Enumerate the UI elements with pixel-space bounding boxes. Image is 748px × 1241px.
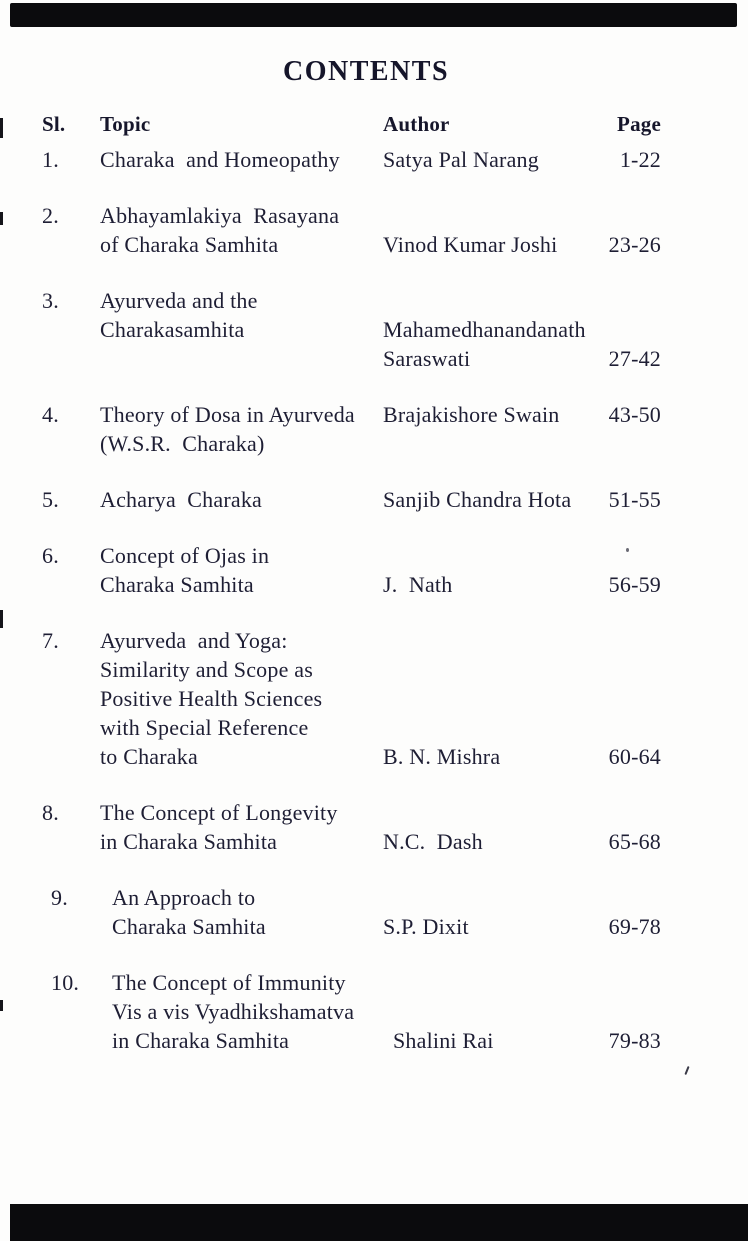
row-page — [583, 798, 661, 856]
text-line — [383, 798, 583, 827]
text-line: Shalini Rai — [393, 1028, 494, 1053]
table-row — [42, 626, 662, 771]
text-line: in Charaka Samhita — [112, 1028, 290, 1053]
text-line: 43-50 — [608, 402, 661, 427]
row-author — [383, 286, 586, 373]
text-line: Concept of Ojas in — [100, 543, 270, 568]
row-serial — [42, 286, 100, 373]
text-line: Positive Health Sciences — [100, 686, 323, 711]
text-line — [393, 997, 583, 1026]
row-topic — [100, 626, 383, 771]
scan-speck — [0, 610, 3, 628]
row-page — [583, 201, 661, 259]
row-author — [383, 541, 583, 599]
scan-edge-bottom-bar — [10, 1204, 748, 1241]
text-line — [583, 713, 661, 742]
table-row — [42, 201, 662, 259]
scan-speck — [0, 212, 3, 225]
text-line: N.C. Dash — [383, 829, 483, 854]
text-line: Vis a vis Vyadhikshamatva — [112, 999, 355, 1024]
text-line — [393, 968, 583, 997]
table-row — [42, 400, 662, 458]
text-line: Charaka and Homeopathy — [100, 147, 340, 172]
text-line: Charakasamhita — [100, 317, 245, 342]
text-line — [383, 655, 583, 684]
text-line: Charaka Samhita — [100, 572, 254, 597]
header-author: Author — [383, 112, 450, 136]
row-topic — [100, 883, 383, 941]
text-line — [383, 883, 583, 912]
text-line — [583, 201, 661, 230]
row-topic — [100, 400, 383, 458]
text-line: 2. — [42, 203, 59, 228]
text-line: 1-22 — [619, 147, 661, 172]
row-author — [383, 626, 583, 771]
text-line — [383, 541, 583, 570]
row-author — [383, 201, 583, 259]
text-line: An Approach to — [112, 885, 256, 910]
scan-edge-top-bar — [10, 3, 737, 27]
text-line — [383, 684, 583, 713]
row-serial — [42, 400, 100, 458]
row-page — [583, 286, 661, 373]
table-body — [42, 145, 662, 1055]
text-line — [583, 315, 661, 344]
table-header-row — [42, 112, 662, 137]
text-line: 6. — [42, 543, 59, 568]
text-line: 5. — [42, 487, 59, 512]
text-line: Sanjib Chandra Hota — [383, 487, 572, 512]
row-author — [383, 145, 583, 174]
text-line: with Special Reference — [100, 715, 309, 740]
row-page — [583, 968, 661, 1055]
text-line: 56-59 — [608, 572, 661, 597]
table-row — [42, 145, 662, 174]
scan-speck — [0, 1000, 3, 1011]
header-page: Page — [617, 112, 661, 136]
row-serial — [42, 145, 100, 174]
text-line: 8. — [42, 800, 59, 825]
row-page — [583, 883, 661, 941]
text-line: Ayurveda and Yoga: — [100, 628, 288, 653]
text-line: 23-26 — [608, 232, 661, 257]
row-author — [383, 883, 583, 941]
row-author — [383, 485, 583, 514]
header-sl: Sl. — [42, 112, 66, 136]
text-line: 51-55 — [608, 487, 661, 512]
row-page — [583, 145, 661, 174]
row-page — [583, 485, 661, 514]
row-author — [383, 968, 583, 1055]
row-serial — [42, 541, 100, 599]
text-line — [583, 883, 661, 912]
row-topic — [100, 286, 383, 373]
row-serial — [42, 201, 100, 259]
text-line: Similarity and Scope as — [100, 657, 313, 682]
row-serial — [42, 798, 100, 856]
text-line — [583, 798, 661, 827]
text-line — [383, 626, 583, 655]
text-line — [583, 655, 661, 684]
table-row — [42, 883, 662, 941]
table-row — [42, 286, 662, 373]
row-serial — [42, 883, 100, 941]
text-line: 7. — [42, 628, 59, 653]
text-line — [583, 684, 661, 713]
row-author — [383, 798, 583, 856]
row-page — [583, 626, 661, 771]
text-line: Saraswati — [383, 346, 471, 371]
row-page — [583, 400, 661, 458]
text-line: 4. — [42, 402, 59, 427]
text-line — [583, 626, 661, 655]
scan-speck — [0, 118, 3, 138]
text-line: 60-64 — [608, 744, 661, 769]
text-line — [383, 201, 583, 230]
text-line: in Charaka Samhita — [100, 829, 278, 854]
text-line: Satya Pal Narang — [383, 147, 539, 172]
table-row — [42, 798, 662, 856]
text-line: 65-68 — [608, 829, 661, 854]
text-line: Mahamedhanandanath — [383, 317, 586, 342]
text-line: of Charaka Samhita — [100, 232, 279, 257]
text-line: 69-78 — [608, 914, 661, 939]
text-line — [583, 286, 661, 315]
row-author — [383, 400, 583, 458]
text-line: 9. — [51, 885, 68, 910]
text-line: 3. — [42, 288, 59, 313]
text-line: B. N. Mishra — [383, 744, 501, 769]
text-line: (W.S.R. Charaka) — [100, 431, 265, 456]
text-line: Brajakishore Swain — [383, 402, 560, 427]
text-line: Charaka Samhita — [112, 914, 266, 939]
header-topic: Topic — [100, 112, 151, 136]
table-row — [42, 541, 662, 599]
row-serial — [42, 626, 100, 771]
text-line — [383, 713, 583, 742]
contents-table — [42, 112, 662, 1082]
row-serial — [42, 485, 100, 514]
row-page — [583, 541, 661, 599]
text-line: Ayurveda and the — [100, 288, 258, 313]
text-line: S.P. Dixit — [383, 914, 469, 939]
text-line — [583, 968, 661, 997]
text-line: Vinod Kumar Joshi — [383, 232, 558, 257]
text-line: J. Nath — [383, 572, 453, 597]
row-topic — [100, 145, 383, 174]
text-line: 79-83 — [608, 1028, 661, 1053]
text-line: Theory of Dosa in Ayurveda — [100, 402, 355, 427]
text-line: 10. — [51, 970, 80, 995]
text-line: 27-42 — [608, 346, 661, 371]
row-topic — [100, 968, 383, 1055]
row-serial — [42, 968, 100, 1055]
table-row — [42, 485, 662, 514]
row-topic — [100, 541, 383, 599]
text-line — [383, 286, 583, 315]
text-line: to Charaka — [100, 744, 198, 769]
text-line — [583, 541, 661, 570]
row-topic — [100, 485, 383, 514]
page-title: CONTENTS — [282, 56, 450, 87]
text-line: 1. — [42, 147, 59, 172]
text-line: Acharya Charaka — [100, 487, 263, 512]
row-topic — [100, 798, 383, 856]
text-line: Abhayamlakiya Rasayana — [100, 203, 340, 228]
table-row — [42, 968, 662, 1055]
scan-tick-mark — [684, 1066, 689, 1075]
text-line: The Concept of Longevity — [100, 800, 338, 825]
row-topic — [100, 201, 383, 259]
text-line: The Concept of Immunity — [112, 970, 346, 995]
text-line — [583, 997, 661, 1026]
